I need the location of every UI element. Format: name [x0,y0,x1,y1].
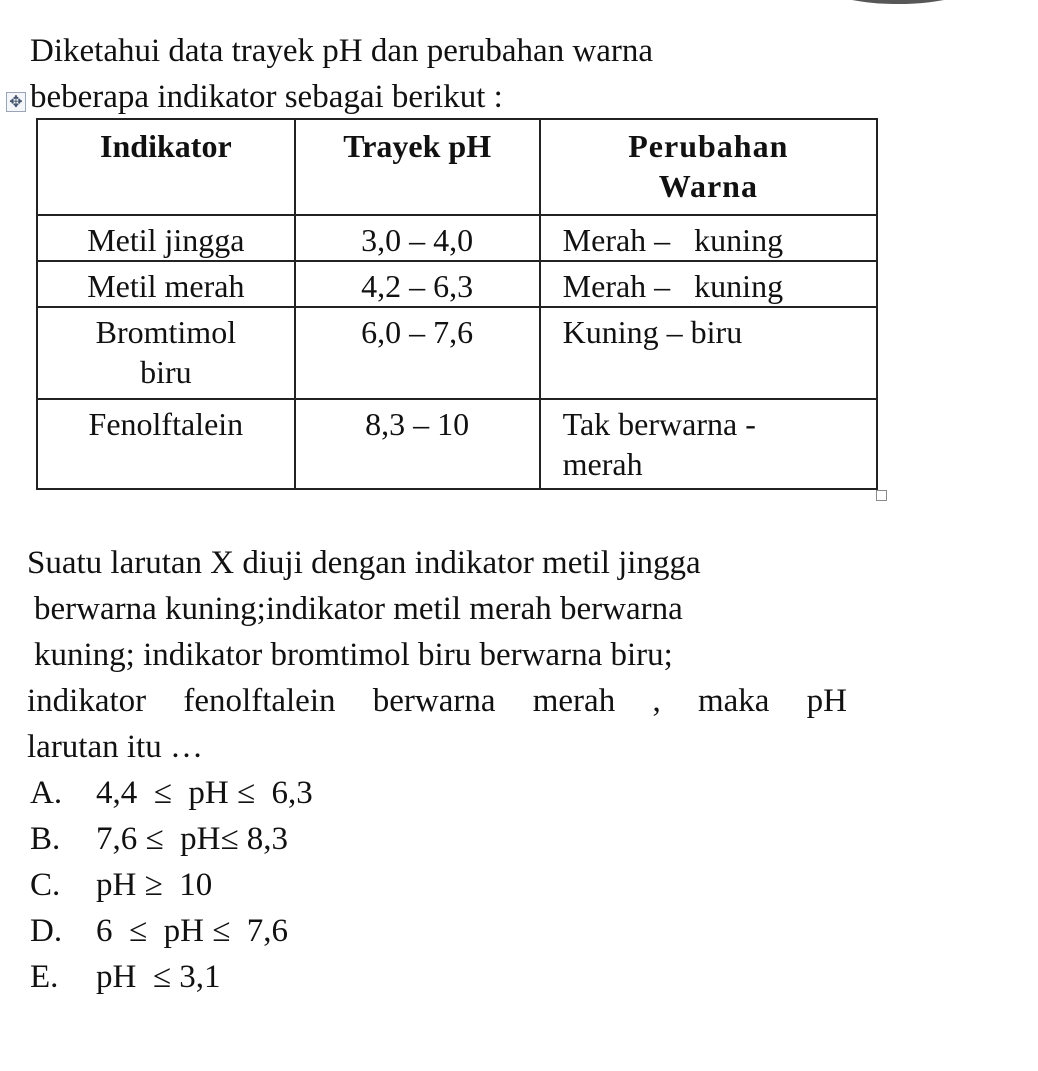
move-arrows-icon[interactable]: ✥ [6,92,26,112]
cell-trayek: 4,2 – 6,3 [295,261,540,307]
cell-warna: Kuning – biru [540,307,877,399]
answer-options [30,770,313,1000]
cell-indikator: Metil jingga [37,215,295,261]
option-text: 4,4 ≤ pH ≤ 6,3 [96,775,313,811]
question-line-3: kuning; indikator bromtimol biru berwarna biru; [34,637,673,673]
table-row [37,399,877,489]
table-row [37,261,877,307]
option-a[interactable] [30,770,313,816]
cell-warna: Tak berwarna - merah [540,399,877,489]
option-text: pH ≥ 10 [96,867,213,903]
option-text: 7,6 ≤ pH≤ 8,3 [96,821,289,857]
option-letter: B. [30,821,61,857]
table-header-row [37,119,877,215]
option-letter: C. [30,867,61,903]
option-b[interactable] [30,816,313,862]
question-line-2: berwarna kuning;indikator metil merah berwarna [34,591,683,627]
question-text [27,540,847,770]
cell-indikator: Metil merah [37,261,295,307]
cell-trayek: 3,0 – 4,0 [295,215,540,261]
header-trayek-ph: Trayek pH [295,119,540,215]
option-e[interactable] [30,954,313,1000]
option-letter: D. [30,913,63,949]
table-row [37,215,877,261]
option-c[interactable] [30,862,313,908]
page-corner-curl [994,997,1038,1071]
cell-trayek: 6,0 – 7,6 [295,307,540,399]
option-letter: A. [30,775,63,811]
cell-indikator: Fenolftalein [37,399,295,489]
header-perubahan-warna [540,119,877,215]
intro-line-1: Diketahui data trayek pH dan perubahan warna [30,33,654,69]
cell-indikator: Bromtimol biru [37,307,295,399]
question-line-1: Suatu larutan X diuji dengan indikator metil jingga [27,545,701,581]
table-row [37,307,877,399]
header-perubahan-line-2: Warna [658,168,758,204]
cell-trayek: 8,3 – 10 [295,399,540,489]
header-perubahan-line-1: Perubahan [628,128,789,164]
question-line-5: larutan itu … [27,729,203,765]
indicator-table [36,118,878,490]
cell-warna: Merah – kuning [540,215,877,261]
table-resize-icon[interactable] [876,490,887,501]
option-text: 6 ≤ pH ≤ 7,6 [96,913,289,949]
option-letter: E. [30,959,59,995]
intro-text [30,28,653,120]
option-text: pH ≤ 3,1 [96,959,221,995]
header-indikator: Indikator [37,119,295,215]
question-line-4: indikator fenolftalein berwarna merah , maka pH [27,683,847,719]
intro-line-2: beberapa indikator sebagai berikut : [30,79,503,115]
top-edge-shadow [818,0,978,4]
option-d[interactable] [30,908,313,954]
cell-warna: Merah – kuning [540,261,877,307]
